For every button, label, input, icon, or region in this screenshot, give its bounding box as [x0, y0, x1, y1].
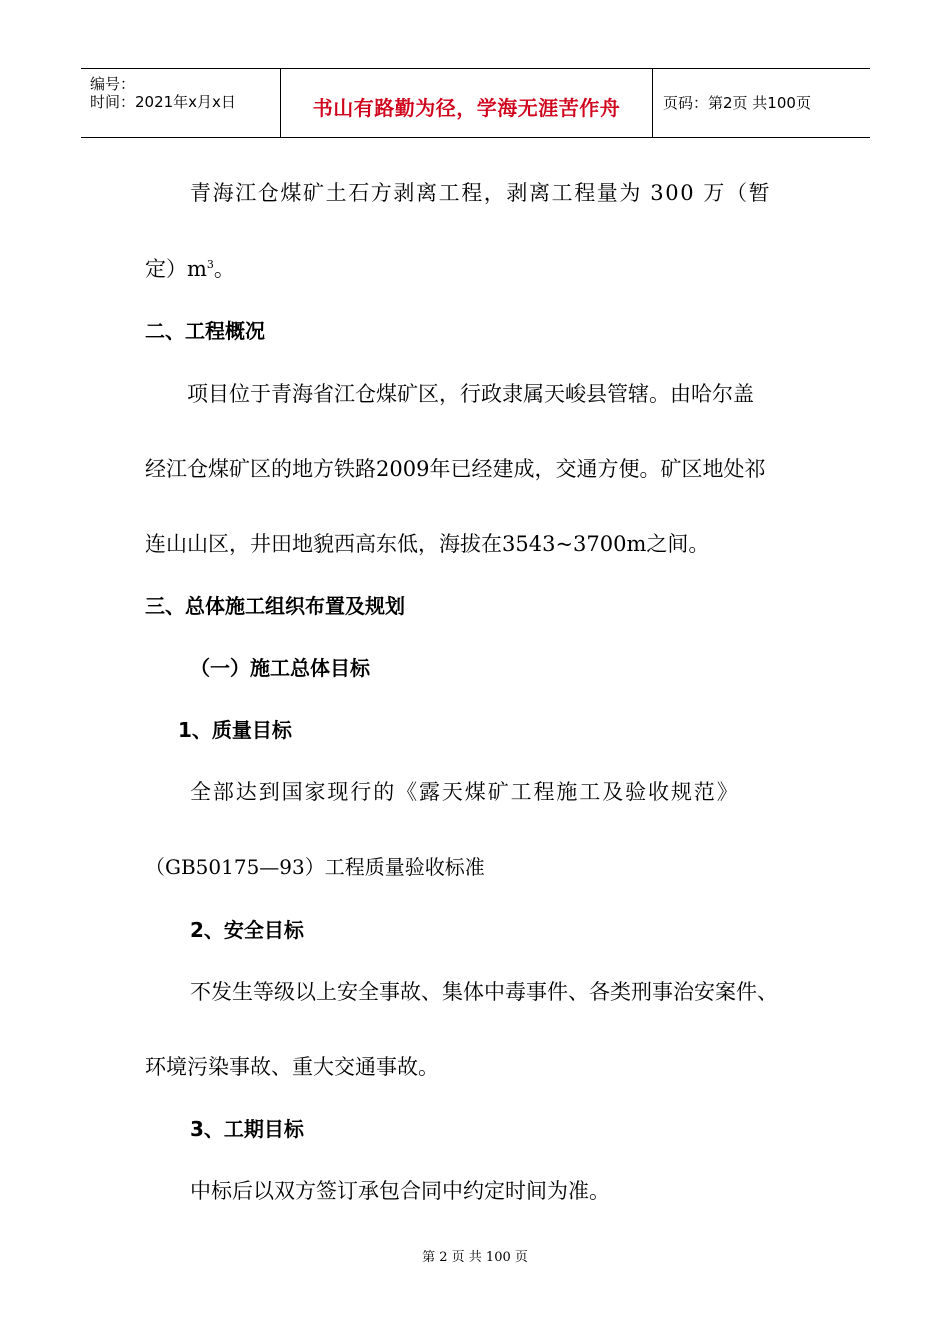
paragraph-line: 连山山区，井田地貌西高东低，海拔在3543~3700m之间。 — [145, 532, 710, 556]
text-fragment: 。 — [213, 257, 235, 281]
paragraph-line: 环境污染事故、重大交通事故。 — [145, 1055, 439, 1079]
paragraph-line: 不发生等级以上安全事故、集体中毒事件、各类刑事治安案件、 — [190, 980, 778, 1004]
paragraph-line: 全部达到国家现行的《露天煤矿工程施工及验收规范》 — [190, 780, 740, 804]
page-footer: 第 2 页 共 100 页 — [422, 1250, 528, 1265]
paragraph-line: 经江仓煤矿区的地方铁路2009年已经建成，交通方便。矿区地处祁 — [145, 457, 766, 481]
subsection-heading: （一）施工总体目标 — [190, 656, 370, 680]
paragraph-line: 中标后以双方签订承包合同中约定时间为准。 — [190, 1179, 610, 1203]
text-fragment: 定）m — [145, 257, 207, 281]
section-heading: 二、工程概况 — [145, 319, 265, 343]
header-page-info: 页码：第2页 共100页 — [663, 94, 811, 112]
paragraph-line: 项目位于青海省江仓煤矿区，行政隶属天峻县管辖。由哈尔盖 — [187, 382, 754, 406]
document-header — [81, 68, 870, 138]
document-time-label: 时间：2021年x月x日 — [90, 93, 236, 111]
subsection-heading: 2、安全目标 — [190, 918, 304, 942]
paragraph-line: 青海江仓煤矿土石方剥离工程，剥离工程量为 300 万（暂 — [190, 181, 772, 205]
header-motto: 书山有路勤为径，学海无涯苦作舟 — [312, 96, 621, 120]
section-heading: 三、总体施工组织布置及规划 — [145, 594, 405, 618]
paragraph-line: （GB50175—93）工程质量验收标准 — [145, 855, 485, 879]
subsection-heading: 3、工期目标 — [190, 1117, 304, 1141]
superscript: 3 — [206, 258, 214, 271]
document-number-label: 编号： — [90, 75, 136, 93]
header-page-cell — [653, 69, 870, 137]
subsection-heading: 1、质量目标 — [178, 718, 292, 742]
paragraph-line — [145, 255, 235, 283]
header-motto-cell — [281, 69, 653, 137]
header-info-cell — [81, 69, 281, 137]
